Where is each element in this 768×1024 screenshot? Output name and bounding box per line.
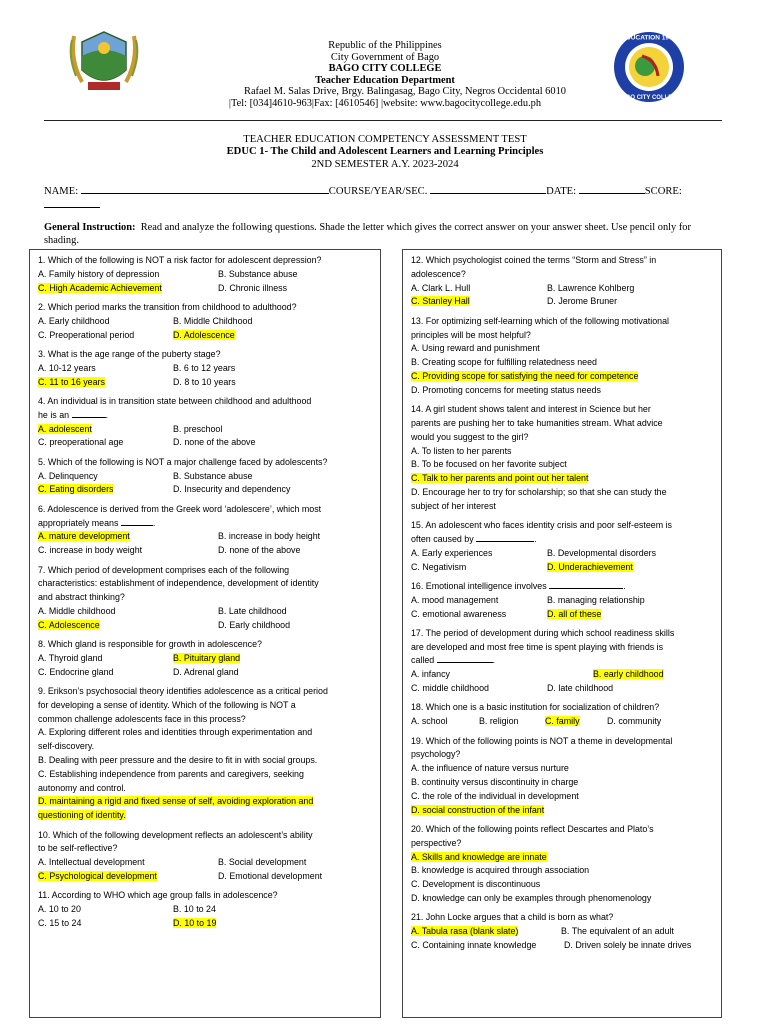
- question-stem-cont: he is an: [38, 409, 70, 420]
- option-a: A. Using reward and punishment: [411, 343, 540, 354]
- option-d-answer-cont: questioning of identity.: [38, 810, 126, 821]
- option-c: C. Negativism: [411, 561, 467, 572]
- question-stem: 19. Which of the following points is NOT a theme in developmental: [411, 735, 673, 746]
- option-c: C. Preoperational period: [38, 329, 135, 340]
- option-d: D. none of the above: [173, 437, 256, 448]
- question-stem-cont: appropriately means: [38, 517, 119, 528]
- option-a: A. mood management: [411, 594, 499, 605]
- general-instruction: [44, 221, 724, 247]
- option-b-answer: B. Pituitary gland: [173, 652, 241, 663]
- option-c-answer: C. Adolescence: [38, 619, 100, 630]
- option-c: C. the role of the individual in development: [411, 790, 579, 801]
- question-stem: 13. For optimizing self-learning which of the following motivational: [411, 315, 669, 326]
- question-4: 4. An individual is in transition state between childhood and adulthood he is an . A. adolescent B. preschool C. preoperational age D. none of the above: [38, 395, 374, 450]
- option-d-answer: D. Underachievement: [547, 561, 633, 572]
- option-a-cont: self-discovery.: [38, 741, 95, 752]
- option-d-answer: D. 10 to 19: [173, 918, 217, 928]
- question-3: [38, 348, 374, 389]
- question-stem-cont: to be self-reflective?: [38, 843, 118, 854]
- question-stem: 1. Which of the following is NOT a risk factor for adolescent depression?: [38, 255, 322, 265]
- question-16: 16. Emotional intelligence involves . A. mood management B. managing relationship C. emotional awareness D. all of these: [411, 580, 645, 619]
- option-c-answer: C. Psychological development: [38, 871, 157, 882]
- option-c: C. increase in body weight: [38, 545, 143, 556]
- question-stem-cont: are developed and most free time is spent playing with friends is: [411, 641, 664, 652]
- question-11: [38, 889, 374, 930]
- question-stem: 5. Which of the following is NOT a major challenge faced by adolescents?: [38, 456, 328, 467]
- student-info-line: [44, 184, 724, 212]
- letterhead: [150, 40, 620, 110]
- question-stem-cont: parents are pushing her to take humanities stream. What advice: [411, 417, 663, 428]
- question-21: [411, 911, 715, 952]
- fill-blank: [72, 409, 106, 418]
- question-stem: 2. Which period marks the transition from childhood to adulthood?: [38, 301, 297, 312]
- option-d: D. Adrenal gland: [173, 666, 239, 677]
- name-field[interactable]: [81, 184, 329, 194]
- question-stem: 7. Which period of development comprises each of the following: [38, 564, 290, 575]
- option-b: B. continuity versus discontinuity in charge: [411, 777, 579, 788]
- option-d: D. Encourage her to try for scholarship; so that she can study the: [411, 486, 667, 497]
- option-b: B. Lawrence Kohlberg: [547, 282, 635, 293]
- question-17: 17. The period of development during which school readiness skills are developed and most free time is spent playing with friends is called . A. infancy B. early childhood C. middle childhood D. late childhood: [411, 627, 715, 696]
- question-stem-cont: characteristics: establishment of independence, development of identity: [38, 578, 319, 589]
- option-c: C. Development is discontinuous: [411, 879, 541, 890]
- option-a: A. Exploring different roles and identities through experimentation and: [38, 727, 313, 738]
- option-d: D. Early childhood: [218, 619, 291, 630]
- fill-blank: [476, 533, 534, 542]
- question-9: [38, 685, 374, 823]
- fill-blank: [437, 654, 493, 663]
- option-d: D. Jerome Bruner: [547, 296, 618, 307]
- question-stem: 4. An individual is in transition state between childhood and adulthood: [38, 395, 312, 406]
- bago-city-college-seal-logo: [612, 30, 686, 104]
- option-b: B. The equivalent of an adult: [561, 926, 674, 937]
- option-a: A. Thyroid gland: [38, 652, 103, 663]
- question-stem: 16. Emotional intelligence involves: [411, 580, 547, 591]
- seal-lettering: EDUCATION 1966: [621, 34, 677, 42]
- question-stem: 17. The period of development during which school readiness skills: [411, 627, 675, 638]
- question-18: [411, 701, 715, 729]
- option-b: B. Middle Childhood: [173, 315, 253, 326]
- option-c: C. Establishing independence from parents and caregivers, seeking: [38, 768, 304, 779]
- option-c-answer: C. 11 to 16 years: [38, 376, 105, 387]
- name-label: NAME:: [44, 186, 79, 197]
- score-label: SCORE:: [644, 186, 682, 197]
- course-field[interactable]: [430, 184, 546, 194]
- question-stem: 9. Erikson’s psychosocial theory identifies adolescence as a critical period: [38, 686, 328, 697]
- option-b: B. Developmental disorders: [547, 547, 657, 558]
- contact-line: |Tel: [034]4610-963|Fax: [4610546] |website: www.bagocitycollege.edu.ph: [228, 97, 542, 109]
- question-13: [411, 315, 715, 398]
- option-d: D. Emotional development: [218, 871, 323, 882]
- question-stem-cont: psychology?: [411, 749, 461, 760]
- option-b: B. To be focused on her favorite subject: [411, 459, 567, 470]
- question-stem: 3. What is the age range of the puberty stage?: [38, 348, 221, 359]
- question-15: 15. An adolescent who faces identity crisis and poor self-esteem is often caused by . A. Early experiences B. Developmental disorders C. Negativism D. Underachievement: [411, 519, 715, 574]
- option-c: C. preoperational age: [38, 437, 124, 448]
- question-stem-cont: called: [411, 655, 435, 666]
- option-d: D. none of the above: [218, 545, 301, 556]
- option-c: C. emotional awareness: [411, 608, 507, 619]
- option-b: B. religion: [479, 716, 519, 727]
- question-stem: 14. A girl student shows talent and interest in Science but her: [411, 404, 651, 415]
- option-a-answer: A. adolescent: [38, 423, 92, 434]
- option-a: A. Clark L. Hull: [411, 282, 471, 293]
- option-d: D. Chronic illness: [218, 282, 288, 293]
- questions-right-column: [402, 249, 722, 1018]
- option-c: C. 15 to 24: [38, 918, 82, 928]
- option-d-answer: D. maintaining a rigid and fixed sense of self, avoiding exploration and: [38, 796, 314, 807]
- header-divider: [44, 120, 722, 121]
- semester-title: 2ND SEMESTER A.Y. 2023-2024: [311, 158, 459, 170]
- option-b: B. increase in body height: [218, 531, 321, 542]
- question-stem: 6. Adolescence is derived from the Greek word ‘adolescere’, which most: [38, 503, 322, 514]
- question-20: [411, 823, 715, 906]
- option-a: A. infancy: [411, 669, 450, 680]
- option-d: D. Driven solely be innate drives: [564, 940, 692, 950]
- score-field[interactable]: [44, 198, 100, 208]
- option-b: B. Social development: [218, 857, 307, 868]
- option-a-answer: A. Skills and knowledge are innate: [411, 851, 547, 862]
- question-7: [38, 564, 374, 633]
- option-d: D. late childhood: [547, 683, 614, 694]
- option-c-answer: C. Eating disorders: [38, 484, 114, 495]
- option-d: D. community: [607, 716, 662, 727]
- course-label: COURSE/YEAR/SEC.: [328, 186, 428, 197]
- option-d-cont: subject of her interest: [411, 500, 496, 511]
- question-2: [38, 301, 374, 342]
- option-b-answer: B. early childhood: [593, 669, 664, 680]
- question-1: [38, 254, 374, 295]
- seal-lettering-bottom: BAGO CITY COLLEGE: [617, 95, 681, 101]
- option-d: D. knowledge can only be examples through phenomenology: [411, 893, 652, 904]
- option-a: A. Middle childhood: [38, 605, 116, 616]
- option-a: A. Early childhood: [38, 315, 110, 326]
- question-6: 6. Adolescence is derived from the Greek word ‘adolescere’, which most appropriately means . A. mature development B. increase in body height C. increase in body weight D. none of the above: [38, 503, 374, 558]
- option-b: B. managing relationship: [547, 594, 645, 605]
- question-stem: 10. Which of the following development reflects an adolescent’s ability: [38, 829, 313, 840]
- question-stem-cont: perspective?: [411, 837, 462, 848]
- test-titles: [60, 134, 710, 171]
- instruction-label: General Instruction:: [44, 222, 136, 233]
- option-a: A. the influence of nature versus nurture: [411, 763, 569, 774]
- option-b: B. 6 to 12 years: [173, 362, 236, 373]
- question-10: [38, 829, 374, 884]
- option-a: A. 10 to 20: [38, 904, 81, 915]
- option-a: A. Family history of depression: [38, 268, 160, 279]
- option-c-answer: C. Talk to her parents and point out her talent: [411, 473, 589, 484]
- question-stem: 8. Which gland is responsible for growth in adolescence?: [38, 639, 262, 650]
- option-b: B. preschool: [173, 423, 223, 434]
- republic-line: Republic of the Philippines: [328, 40, 442, 51]
- option-c-cont: autonomy and control.: [38, 782, 126, 793]
- question-stem-cont: and abstract thinking?: [38, 592, 125, 603]
- option-c-answer: C. family: [545, 716, 580, 727]
- option-a: A. 10-12 years: [38, 362, 96, 373]
- questions-left-column: [29, 249, 381, 1018]
- option-c: C. Containing innate knowledge: [411, 940, 537, 950]
- question-5: [38, 456, 374, 497]
- option-a: A. Delinquency: [38, 470, 98, 481]
- option-a: A. Early experiences: [411, 547, 493, 558]
- option-b: B. knowledge is acquired through association: [411, 865, 590, 876]
- option-a: A. To listen to her parents: [411, 445, 512, 456]
- city-government-line: City Government of Bago: [330, 51, 440, 63]
- option-d-answer: D. social construction of the infant: [411, 804, 545, 815]
- option-b: B. Creating scope for fulfilling relatedness need: [411, 357, 597, 368]
- option-d: D. Insecurity and dependency: [173, 484, 291, 495]
- address-line: Rafael M. Salas Drive, Brgy. Balingasag, Bago City, Negros Occidental 6010: [244, 86, 566, 98]
- option-b: B. Late childhood: [218, 605, 287, 616]
- option-d-answer: D. all of these: [547, 608, 602, 619]
- option-c: C. middle childhood: [411, 683, 489, 694]
- question-12: [411, 254, 715, 309]
- question-stem: 20. Which of the following points reflect Descartes and Plato’s: [411, 824, 654, 835]
- option-d-answer: D. Adolescence: [173, 329, 235, 340]
- date-field[interactable]: [579, 184, 645, 194]
- question-stem: 21. John Locke argues that a child is born as what?: [411, 912, 614, 923]
- college-name: BAGO CITY COLLEGE: [328, 63, 442, 75]
- option-d: D. 8 to 10 years: [173, 376, 236, 387]
- question-stem: 15. An adolescent who faces identity crisis and poor self-esteem is: [411, 520, 672, 531]
- department-name: Teacher Education Department: [315, 74, 455, 86]
- option-d: D. Promoting concerns for meeting status needs: [411, 384, 601, 395]
- option-c: C. Endocrine gland: [38, 666, 114, 677]
- option-b: B. Substance abuse: [173, 470, 253, 481]
- option-a: A. Intellectual development: [38, 857, 145, 868]
- question-stem-cont: for developing a sense of identity. Which of the following is NOT a: [38, 699, 296, 710]
- question-stem-cont: adolescence?: [411, 268, 466, 279]
- question-stem-cont: would you suggest to the girl?: [411, 431, 529, 442]
- option-b: B. 10 to 24: [173, 904, 216, 915]
- test-title: TEACHER EDUCATION COMPETENCY ASSESSMENT TEST: [243, 134, 527, 145]
- fill-blank: [121, 517, 153, 526]
- question-stem-cont: principles will be most helpful?: [411, 329, 531, 340]
- option-b: B. Dealing with peer pressure and the desire to fit in with social groups.: [38, 755, 318, 766]
- question-19: [411, 735, 715, 818]
- question-stem: 18. Which one is a basic institution for socialization of children?: [411, 702, 660, 713]
- date-label: DATE:: [546, 186, 577, 197]
- fill-blank: [549, 580, 623, 589]
- option-b: B. Substance abuse: [218, 268, 298, 279]
- option-c-answer: C. Stanley Hall: [411, 296, 470, 307]
- question-stem: 12. Which psychologist coined the terms “Storm and Stress” in: [411, 255, 657, 265]
- option-c-answer: C. Providing scope for satisfying the need for competence: [411, 370, 639, 381]
- option-a-answer: A. mature development: [38, 531, 130, 542]
- option-a-answer: A. Tabula rasa (blank slate): [411, 926, 519, 937]
- option-c-answer: C. High Academic Achievement: [38, 282, 162, 293]
- question-stem-cont: often caused by: [411, 533, 474, 544]
- instruction-text: Read and analyze the following questions. Shade the letter which gives the correct answer on your answer sheet. Use pencil only for shading.: [44, 222, 691, 246]
- bago-city-seal-logo: [66, 26, 142, 94]
- question-stem-cont: common challenge adolescents face in this process?: [38, 713, 246, 724]
- course-title: EDUC 1- The Child and Adolescent Learners and Learning Principles: [226, 146, 544, 158]
- option-a: A. school: [411, 716, 448, 727]
- question-stem: 11. According to WHO which age group falls in adolescence?: [38, 890, 278, 901]
- question-14: [411, 403, 715, 513]
- question-8: [38, 638, 374, 679]
